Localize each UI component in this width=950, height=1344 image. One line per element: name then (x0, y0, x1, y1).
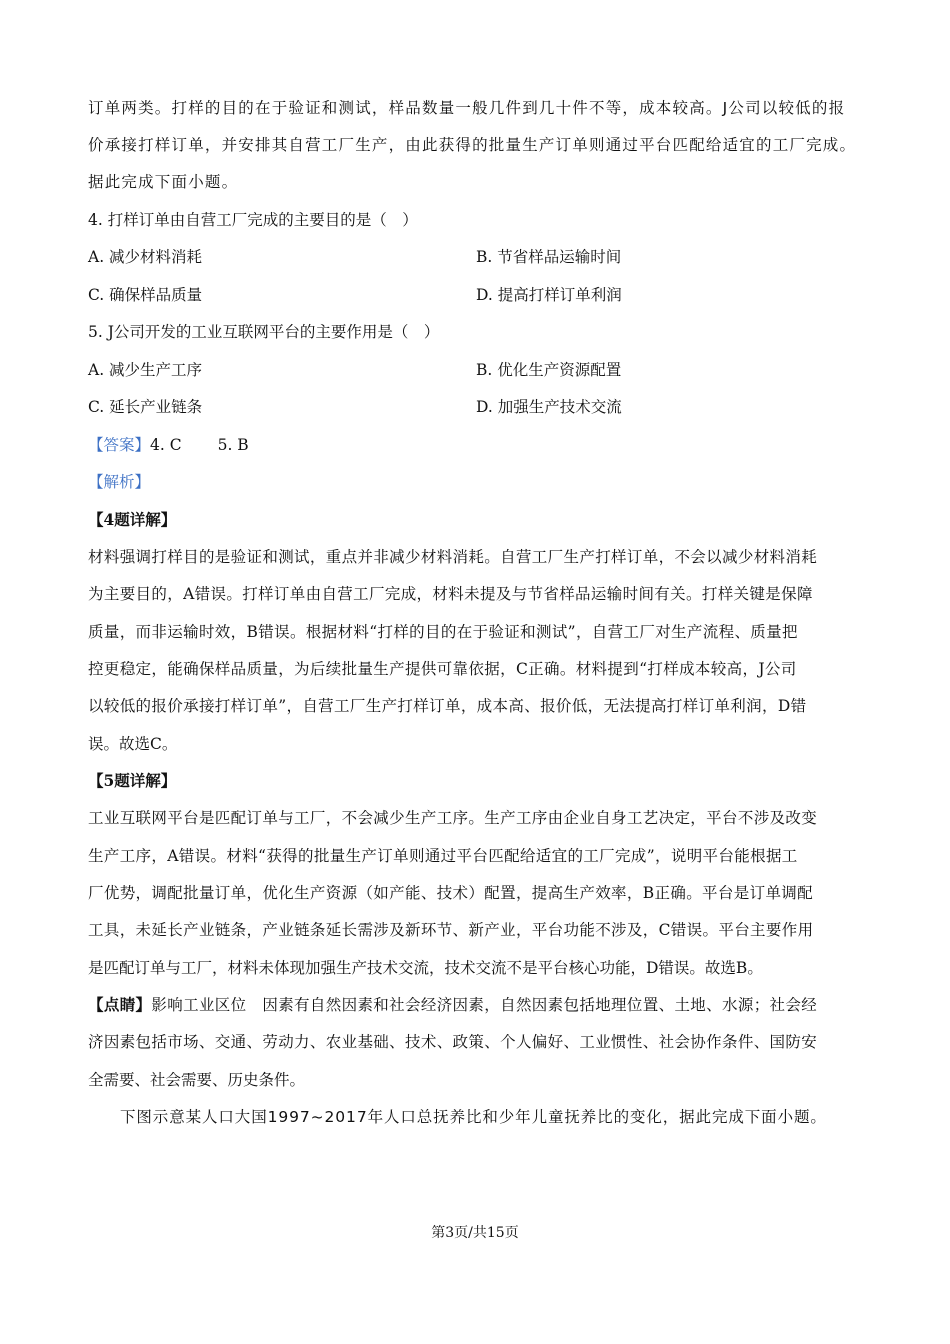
dianjing-line-3: 全需要、社会需要、历史条件。 (88, 1071, 306, 1089)
dianjing-tag: 【点睛】 (88, 995, 152, 1014)
question-5-option-c: C. 延长产业链条 (88, 398, 203, 416)
dianjing-line-1 (88, 994, 817, 1016)
detail-4-line-5: 以较低的报价承接打样订单”，自营工厂生产打样订单，成本高、报价低，无法提高打样订单利润，D错 (88, 697, 807, 715)
answer-line (88, 434, 249, 456)
analysis-tag: 【解析】 (88, 473, 151, 491)
question-5-option-b: B. 优化生产资源配置 (476, 361, 622, 379)
detail-5-line-5: 是匹配订单与工厂，材料未体现加强生产技术交流，技术交流不是平台核心功能，D错误。故选B。 (88, 959, 763, 977)
answer-tag: 【答案】 (88, 436, 151, 454)
question-4-stem: 4. 打样订单由自营工厂完成的主要目的是（ ） (88, 211, 418, 229)
detail-5-line-4: 工具，未延长产业链条，产业链条延长需涉及新环节、新产业，平台功能不涉及，C错误。平台主要作用 (88, 921, 814, 939)
question-5-stem: 5. J公司开发的工业互联网平台的主要作用是（ ） (88, 323, 440, 341)
dianjing-line-2: 济因素包括市场、交通、劳动力、农业基础、技术、政策、个人偏好、工业惯性、社会协作条件、国防安 (88, 1033, 818, 1051)
detail-4-line-3: 质量，而非运输时效，B错误。根据材料“打样的目的在于验证和测试”，自营工厂对生产流程、质量把 (88, 623, 798, 641)
material-line-2: 价承接打样订单，并安排其自营工厂生产，由此获得的批量生产订单则通过平台匹配给适宜的工厂完成。 (88, 136, 857, 154)
detail-4-line-4: 控更稳定，能确保样品质量，为后续批量生产提供可靠依据，C正确。材料提到“打样成本较高，J公司 (88, 660, 797, 678)
question-4-option-d: D. 提高打样订单利润 (476, 286, 622, 304)
detail-4-line-2: 为主要目的，A错误。打样订单由自营工厂完成，材料未提及与节省样品运输时间有关。打样关键是保障 (88, 585, 813, 603)
material-line-1: 订单两类。打样的目的在于验证和测试，样品数量一般几件到几十件不等，成本较高。J公司以较低的报 (88, 99, 846, 117)
detail-4-line-6: 误。故选C。 (88, 735, 178, 753)
question-4-option-a: A. 减少材料消耗 (88, 248, 203, 266)
detail-5-line-3: 厂优势，调配批量订单，优化生产资源（如产能、技术）配置，提高生产效率，B正确。平台是订单调配 (88, 884, 813, 902)
detail-5-line-1: 工业互联网平台是匹配订单与工厂，不会减少生产工序。生产工序由企业自身工艺决定，平台不涉及改变 (88, 809, 818, 827)
material-line-3: 据此完成下面小题。 (88, 173, 239, 191)
question-4-option-b: B. 节省样品运输时间 (476, 248, 622, 266)
answer-4: 4. C (150, 436, 182, 454)
detail-5-line-2: 生产工序，A错误。材料“获得的批量生产订单则通过平台匹配给适宜的工厂完成”，说明平台能根据工 (88, 847, 798, 865)
detail-4-title: 【4题详解】 (88, 510, 177, 529)
dianjing-text-1: 影响工业区位 因素有自然因素和社会经济因素，自然因素包括地理位置、土地、水源；社会经 (151, 996, 818, 1014)
question-5-option-a: A. 减少生产工序 (88, 361, 203, 379)
next-question-intro: 下图示意某人口大国1997~2017年人口总抚养比和少年儿童抚养比的变化，据此完成下面小题。 (120, 1108, 827, 1126)
question-4-option-c: C. 确保样品质量 (88, 286, 203, 304)
answer-5: 5. B (217, 436, 249, 454)
page-number: 第3页/共15页 (431, 1225, 519, 1241)
detail-4-line-1: 材料强调打样目的是验证和测试，重点并非减少材料消耗。自营工厂生产打样订单，不会以减少材料消耗 (88, 548, 818, 566)
detail-5-title: 【5题详解】 (88, 771, 177, 790)
question-5-option-d: D. 加强生产技术交流 (476, 398, 622, 416)
